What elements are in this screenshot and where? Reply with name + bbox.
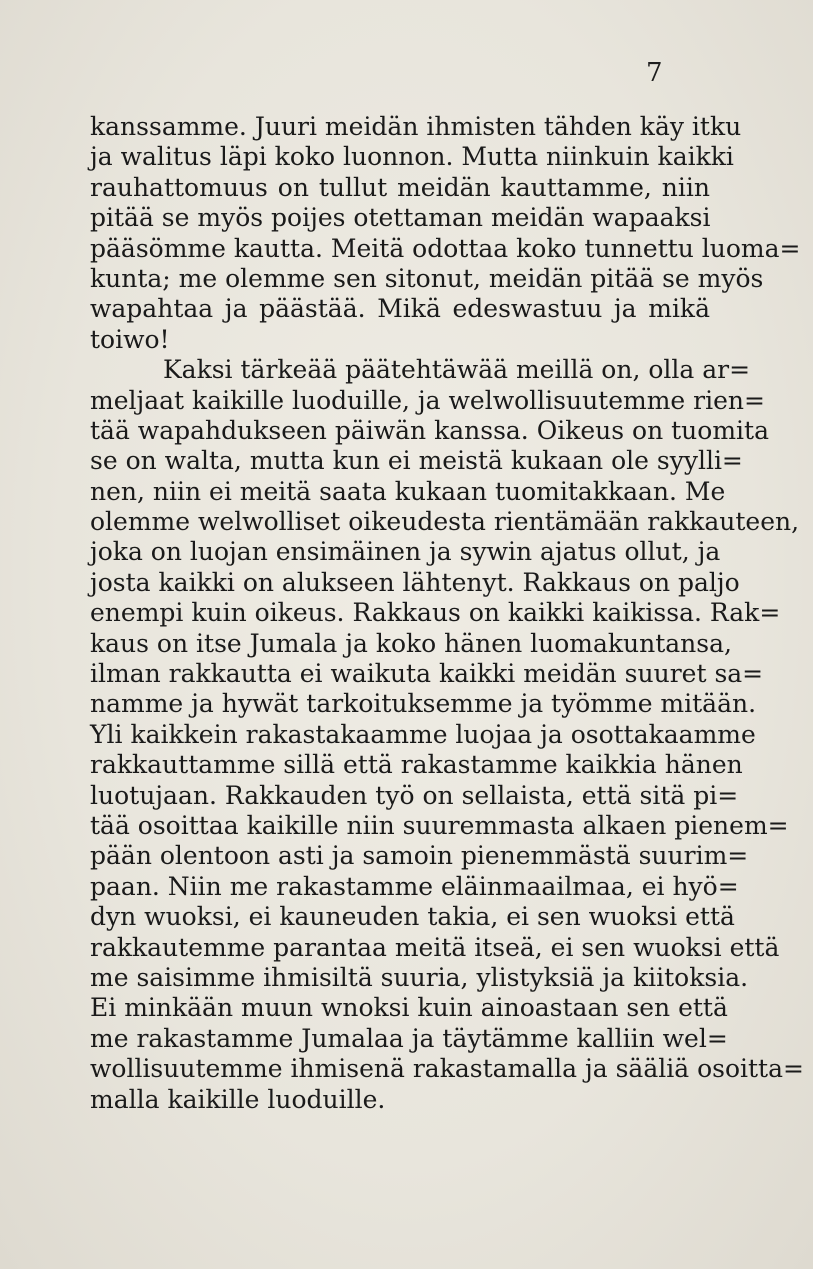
- text-line: luotujaan. Rakkauden työ on sellaista, että sitä pi=: [90, 780, 739, 810]
- text-line: nen, niin ei meitä saata kukaan tuomitakkaan. Me: [90, 476, 726, 506]
- text-line: malla kaikille luoduille.: [90, 1084, 386, 1114]
- text-line: se on walta, mutta kun ei meistä kukaan ole syylli=: [90, 446, 743, 476]
- text-line: rakkauttamme sillä että rakastamme kaikkia hänen: [90, 750, 743, 780]
- page-number: 7: [646, 58, 663, 88]
- text-line: Yli kaikkein rakastakaamme luojaa ja osottakaamme: [90, 719, 756, 749]
- text-line: josta kaikki on alukseen lähtenyt. Rakkaus on paljo: [90, 567, 740, 597]
- text-line: kanssamme. Juuri meidän ihmisten tähden käy itku: [90, 112, 742, 141]
- text-line: tää wapahdukseen päiwän kanssa. Oikeus on tuomita: [90, 415, 769, 445]
- text-line: Ei minkään muun wnoksi kuin ainoastaan sen että: [90, 993, 728, 1023]
- text-line: pääsömme kautta. Meitä odottaa koko tunnettu luoma=: [90, 233, 801, 263]
- text-line: joka on luojan ensimäinen ja sywin ajatus ollut, ja: [90, 537, 721, 567]
- text-line: pitää se myös poijes otettaman meidän wapaaksi: [90, 203, 711, 233]
- text-line: kunta; me olemme sen sitonut, meidän pitää se myös: [90, 263, 764, 293]
- text-line: olemme welwolliset oikeudesta rientämään rakkauteen,: [90, 507, 800, 537]
- text-line: rauhattomuus on tullut meidän kauttamme, niin: [90, 172, 710, 202]
- text-line: enempi kuin oikeus. Rakkaus on kaikki kaikissa. Rak=: [90, 598, 781, 628]
- text-line: ilman rakkautta ei waikuta kaikki meidän suuret sa=: [90, 659, 764, 689]
- text-line: me saisimme ihmisiltä suuria, ylistyksiä ja kiitoksia.: [90, 962, 749, 992]
- text-line: namme ja hywät tarkoituksemme ja työmme mitään.: [90, 689, 757, 719]
- text-line: paan. Niin me rakastamme eläinmaailmaa, ei hyö=: [90, 871, 739, 901]
- text-line: dyn wuoksi, ei kauneuden takia, ei sen wuoksi että: [90, 902, 735, 932]
- text-line: toiwo!: [90, 324, 170, 354]
- text-line: kaus on itse Jumala ja koko hänen luomakuntansa,: [90, 628, 732, 658]
- text-line: me rakastamme Jumalaa ja täytämme kalliin wel=: [90, 1023, 728, 1053]
- text-line: ja walitus läpi koko luonnon. Mutta niinkuin kaikki: [90, 142, 734, 172]
- body-text: [90, 112, 804, 1115]
- paragraph-first-line: Kaksi tärkeää päätehtäwää meillä on, olla ar=: [163, 355, 751, 385]
- text-line: tää osoittaa kaikille niin suuremmasta alkaen pienem=: [90, 810, 789, 840]
- text-line: wollisuutemme ihmisenä rakastamalla ja sääliä osoitta=: [90, 1054, 804, 1084]
- text-line: pään olentoon asti ja samoin pienemmästä suurim=: [90, 841, 749, 871]
- text-line: wapahtaa ja päästää. Mikä edeswastuu ja mikä: [90, 294, 710, 324]
- text-line: meljaat kaikille luoduille, ja welwollisuutemme rien=: [90, 385, 765, 415]
- text-line: rakkautemme parantaa meitä itseä, ei sen wuoksi että: [90, 932, 780, 962]
